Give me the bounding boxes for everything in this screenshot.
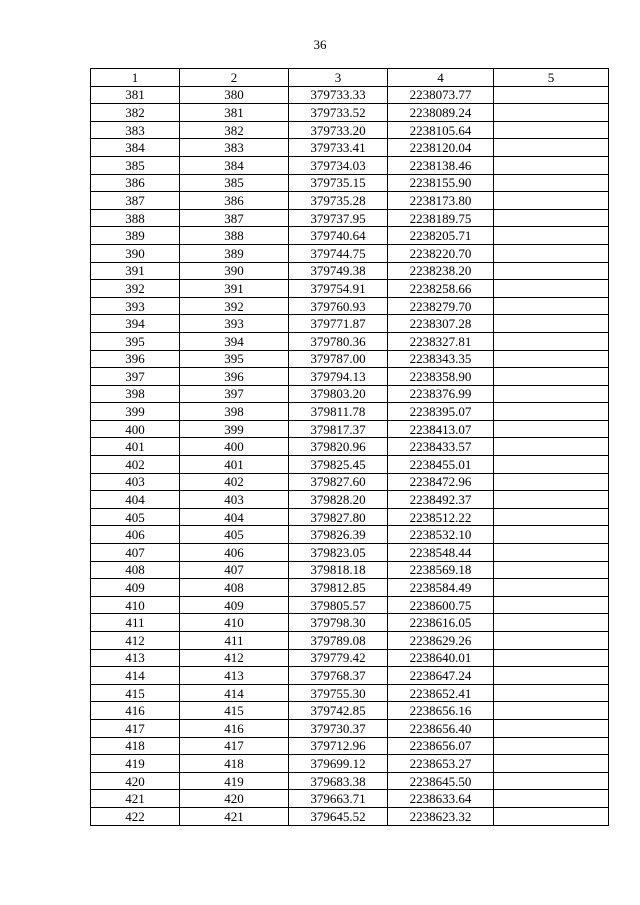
table-cell-col-2: 391 — [180, 280, 289, 298]
table-cell-col-1: 383 — [91, 121, 180, 139]
table-cell-col-3: 379789.08 — [289, 632, 388, 650]
table-row — [91, 280, 609, 298]
table-cell-col-5 — [494, 315, 609, 333]
table-cell-col-2: 388 — [180, 227, 289, 245]
table-cell-col-1: 394 — [91, 315, 180, 333]
table-cell-col-4: 2238343.35 — [388, 350, 494, 368]
table-cell-col-3: 379730.37 — [289, 719, 388, 737]
table-cell-col-3: 379754.91 — [289, 280, 388, 298]
table-cell-col-2: 394 — [180, 332, 289, 350]
table-cell-col-1: 398 — [91, 385, 180, 403]
table-cell-col-4: 2238327.81 — [388, 332, 494, 350]
table-cell-col-3: 379823.05 — [289, 544, 388, 562]
table-cell-col-4: 2238633.64 — [388, 790, 494, 808]
table-cell-col-5 — [494, 737, 609, 755]
table-cell-col-3: 379768.37 — [289, 667, 388, 685]
table-cell-col-3: 379787.00 — [289, 350, 388, 368]
table-cell-col-3: 379760.93 — [289, 297, 388, 315]
table-cell-col-3: 379817.37 — [289, 420, 388, 438]
table-cell-col-5 — [494, 227, 609, 245]
table-cell-col-4: 2238120.04 — [388, 139, 494, 157]
table-row — [91, 139, 609, 157]
table-cell-col-3: 379805.57 — [289, 596, 388, 614]
table-cell-col-1: 415 — [91, 684, 180, 702]
table-cell-col-5 — [494, 262, 609, 280]
table-cell-col-1: 406 — [91, 526, 180, 544]
table-cell-col-3: 379828.20 — [289, 491, 388, 509]
table-cell-col-3: 379825.45 — [289, 456, 388, 474]
header-cell-3: 3 — [289, 69, 388, 87]
table-cell-col-5 — [494, 526, 609, 544]
table-cell-col-5 — [494, 596, 609, 614]
table-cell-col-4: 2238258.66 — [388, 280, 494, 298]
table-cell-col-2: 417 — [180, 737, 289, 755]
table-cell-col-3: 379740.64 — [289, 227, 388, 245]
table-cell-col-4: 2238548.44 — [388, 544, 494, 562]
header-cell-4: 4 — [388, 69, 494, 87]
table-cell-col-5 — [494, 649, 609, 667]
table-cell-col-3: 379663.71 — [289, 790, 388, 808]
table-cell-col-4: 2238279.70 — [388, 297, 494, 315]
table-row — [91, 104, 609, 122]
table-cell-col-5 — [494, 403, 609, 421]
table-cell-col-2: 392 — [180, 297, 289, 315]
table-row — [91, 632, 609, 650]
table-cell-col-5 — [494, 614, 609, 632]
table-cell-col-4: 2238238.20 — [388, 262, 494, 280]
table-row — [91, 579, 609, 597]
table-cell-col-1: 388 — [91, 209, 180, 227]
table-cell-col-3: 379733.52 — [289, 104, 388, 122]
table-cell-col-5 — [494, 86, 609, 104]
table-cell-col-4: 2238645.50 — [388, 772, 494, 790]
table-cell-col-1: 413 — [91, 649, 180, 667]
table-cell-col-4: 2238376.99 — [388, 385, 494, 403]
table-cell-col-2: 408 — [180, 579, 289, 597]
table-cell-col-5 — [494, 456, 609, 474]
table-cell-col-2: 405 — [180, 526, 289, 544]
table-cell-col-1: 399 — [91, 403, 180, 421]
table-cell-col-3: 379645.52 — [289, 807, 388, 825]
table-cell-col-5 — [494, 772, 609, 790]
table-cell-col-5 — [494, 807, 609, 825]
table-cell-col-5 — [494, 174, 609, 192]
table-cell-col-1: 391 — [91, 262, 180, 280]
table-header — [91, 69, 609, 87]
table-cell-col-4: 2238600.75 — [388, 596, 494, 614]
table-cell-col-4: 2238656.07 — [388, 737, 494, 755]
table-cell-col-5 — [494, 244, 609, 262]
table-cell-col-5 — [494, 719, 609, 737]
table-cell-col-1: 390 — [91, 244, 180, 262]
table-cell-col-3: 379826.39 — [289, 526, 388, 544]
table-cell-col-1: 403 — [91, 473, 180, 491]
table-cell-col-2: 412 — [180, 649, 289, 667]
table-cell-col-3: 379742.85 — [289, 702, 388, 720]
table-cell-col-4: 2238532.10 — [388, 526, 494, 544]
table-cell-col-2: 382 — [180, 121, 289, 139]
table-cell-col-4: 2238089.24 — [388, 104, 494, 122]
table-cell-col-5 — [494, 385, 609, 403]
table-cell-col-2: 407 — [180, 561, 289, 579]
table-cell-col-1: 417 — [91, 719, 180, 737]
table-cell-col-2: 384 — [180, 156, 289, 174]
table-cell-col-1: 396 — [91, 350, 180, 368]
table-cell-col-4: 2238307.28 — [388, 315, 494, 333]
table-cell-col-5 — [494, 350, 609, 368]
table-cell-col-2: 406 — [180, 544, 289, 562]
table-cell-col-5 — [494, 156, 609, 174]
table-cell-col-4: 2238647.24 — [388, 667, 494, 685]
table-row — [91, 508, 609, 526]
table-row — [91, 244, 609, 262]
table-cell-col-5 — [494, 790, 609, 808]
table-cell-col-4: 2238205.71 — [388, 227, 494, 245]
table-cell-col-2: 389 — [180, 244, 289, 262]
table-cell-col-1: 411 — [91, 614, 180, 632]
table-row — [91, 156, 609, 174]
table-cell-col-3: 379818.18 — [289, 561, 388, 579]
table-cell-col-5 — [494, 473, 609, 491]
table-cell-col-2: 386 — [180, 192, 289, 210]
table-cell-col-4: 2238155.90 — [388, 174, 494, 192]
table-cell-col-3: 379712.96 — [289, 737, 388, 755]
table-cell-col-5 — [494, 667, 609, 685]
table-cell-col-2: 396 — [180, 368, 289, 386]
table-cell-col-1: 385 — [91, 156, 180, 174]
table-row — [91, 332, 609, 350]
table-row — [91, 473, 609, 491]
table-cell-col-3: 379798.30 — [289, 614, 388, 632]
table-cell-col-5 — [494, 508, 609, 526]
table-cell-col-5 — [494, 297, 609, 315]
table-cell-col-4: 2238220.70 — [388, 244, 494, 262]
table-cell-col-3: 379744.75 — [289, 244, 388, 262]
table-cell-col-3: 379735.15 — [289, 174, 388, 192]
table-cell-col-1: 414 — [91, 667, 180, 685]
table-cell-col-1: 412 — [91, 632, 180, 650]
table-row — [91, 526, 609, 544]
table-row — [91, 719, 609, 737]
table-body — [91, 86, 609, 825]
table-cell-col-1: 422 — [91, 807, 180, 825]
table-row — [91, 420, 609, 438]
table-cell-col-2: 413 — [180, 667, 289, 685]
table-row — [91, 790, 609, 808]
table-cell-col-1: 397 — [91, 368, 180, 386]
table-row — [91, 755, 609, 773]
table-cell-col-1: 389 — [91, 227, 180, 245]
table-cell-col-4: 2238105.64 — [388, 121, 494, 139]
table-cell-col-3: 379735.28 — [289, 192, 388, 210]
table-cell-col-3: 379737.95 — [289, 209, 388, 227]
table-cell-col-1: 402 — [91, 456, 180, 474]
table-row — [91, 614, 609, 632]
table-row — [91, 684, 609, 702]
table-row — [91, 438, 609, 456]
table-cell-col-5 — [494, 561, 609, 579]
table-cell-col-4: 2238173.80 — [388, 192, 494, 210]
table-cell-col-2: 404 — [180, 508, 289, 526]
table-cell-col-2: 414 — [180, 684, 289, 702]
table-cell-col-4: 2238512.22 — [388, 508, 494, 526]
table-cell-col-5 — [494, 684, 609, 702]
table-cell-col-1: 416 — [91, 702, 180, 720]
table-cell-col-4: 2238455.01 — [388, 456, 494, 474]
table-cell-col-2: 395 — [180, 350, 289, 368]
table-cell-col-5 — [494, 209, 609, 227]
table-cell-col-1: 392 — [91, 280, 180, 298]
table-row — [91, 649, 609, 667]
table-cell-col-5 — [494, 420, 609, 438]
table-cell-col-3: 379733.20 — [289, 121, 388, 139]
table-row — [91, 456, 609, 474]
table-row — [91, 807, 609, 825]
table-cell-col-2: 401 — [180, 456, 289, 474]
table-cell-col-2: 418 — [180, 755, 289, 773]
table-cell-col-4: 2238653.27 — [388, 755, 494, 773]
table-cell-col-1: 407 — [91, 544, 180, 562]
table-cell-col-2: 416 — [180, 719, 289, 737]
table-cell-col-1: 384 — [91, 139, 180, 157]
table-cell-col-3: 379771.87 — [289, 315, 388, 333]
table-row — [91, 262, 609, 280]
header-row — [91, 69, 609, 87]
header-cell-1: 1 — [91, 69, 180, 87]
table-cell-col-3: 379827.80 — [289, 508, 388, 526]
table-row — [91, 350, 609, 368]
table-cell-col-4: 2238073.77 — [388, 86, 494, 104]
table-cell-col-2: 411 — [180, 632, 289, 650]
table-cell-col-1: 418 — [91, 737, 180, 755]
table-cell-col-5 — [494, 491, 609, 509]
table-row — [91, 192, 609, 210]
table-cell-col-5 — [494, 632, 609, 650]
table-row — [91, 86, 609, 104]
table-cell-col-1: 405 — [91, 508, 180, 526]
table-cell-col-4: 2238189.75 — [388, 209, 494, 227]
table-row — [91, 667, 609, 685]
table-cell-col-2: 420 — [180, 790, 289, 808]
table-cell-col-4: 2238584.49 — [388, 579, 494, 597]
table-cell-col-2: 400 — [180, 438, 289, 456]
table-cell-col-3: 379811.78 — [289, 403, 388, 421]
table-cell-col-2: 397 — [180, 385, 289, 403]
table-cell-col-3: 379803.20 — [289, 385, 388, 403]
table-cell-col-5 — [494, 192, 609, 210]
table-cell-col-5 — [494, 104, 609, 122]
header-cell-2: 2 — [180, 69, 289, 87]
table-row — [91, 403, 609, 421]
table-cell-col-3: 379780.36 — [289, 332, 388, 350]
table-cell-col-4: 2238395.07 — [388, 403, 494, 421]
table-cell-col-2: 390 — [180, 262, 289, 280]
table-cell-col-4: 2238623.32 — [388, 807, 494, 825]
table-cell-col-5 — [494, 280, 609, 298]
table-cell-col-1: 381 — [91, 86, 180, 104]
table-cell-col-2: 387 — [180, 209, 289, 227]
table-cell-col-3: 379683.38 — [289, 772, 388, 790]
table-cell-col-1: 419 — [91, 755, 180, 773]
table-row — [91, 368, 609, 386]
table-row — [91, 174, 609, 192]
table-cell-col-2: 385 — [180, 174, 289, 192]
table-row — [91, 315, 609, 333]
table-cell-col-1: 401 — [91, 438, 180, 456]
table-cell-col-5 — [494, 755, 609, 773]
table-cell-col-3: 379733.41 — [289, 139, 388, 157]
table-cell-col-4: 2238640.01 — [388, 649, 494, 667]
table-cell-col-4: 2238433.57 — [388, 438, 494, 456]
table-row — [91, 385, 609, 403]
page-number: 36 — [313, 37, 327, 52]
table-cell-col-2: 410 — [180, 614, 289, 632]
table-cell-col-4: 2238652.41 — [388, 684, 494, 702]
table-cell-col-2: 403 — [180, 491, 289, 509]
table-cell-col-1: 420 — [91, 772, 180, 790]
table-cell-col-5 — [494, 139, 609, 157]
table-cell-col-5 — [494, 368, 609, 386]
table-cell-col-1: 410 — [91, 596, 180, 614]
table-cell-col-2: 421 — [180, 807, 289, 825]
table-cell-col-2: 398 — [180, 403, 289, 421]
table-cell-col-4: 2238413.07 — [388, 420, 494, 438]
table-cell-col-3: 379755.30 — [289, 684, 388, 702]
table-cell-col-3: 379779.42 — [289, 649, 388, 667]
coordinates-table — [90, 68, 609, 826]
table-cell-col-2: 419 — [180, 772, 289, 790]
table-row — [91, 121, 609, 139]
table-cell-col-2: 402 — [180, 473, 289, 491]
table-cell-col-1: 395 — [91, 332, 180, 350]
table-cell-col-5 — [494, 579, 609, 597]
table-row — [91, 544, 609, 562]
table-cell-col-3: 379812.85 — [289, 579, 388, 597]
table-cell-col-5 — [494, 332, 609, 350]
table-cell-col-1: 387 — [91, 192, 180, 210]
table-cell-col-2: 399 — [180, 420, 289, 438]
header-cell-5: 5 — [494, 69, 609, 87]
table-cell-col-2: 415 — [180, 702, 289, 720]
table-row — [91, 702, 609, 720]
table-cell-col-5 — [494, 121, 609, 139]
table-cell-col-5 — [494, 544, 609, 562]
table-cell-col-2: 381 — [180, 104, 289, 122]
table-cell-col-4: 2238656.16 — [388, 702, 494, 720]
table-cell-col-1: 400 — [91, 420, 180, 438]
table-cell-col-2: 383 — [180, 139, 289, 157]
table-cell-col-5 — [494, 702, 609, 720]
table-cell-col-5 — [494, 438, 609, 456]
table-row — [91, 227, 609, 245]
table-cell-col-2: 380 — [180, 86, 289, 104]
table-cell-col-4: 2238569.18 — [388, 561, 494, 579]
table-cell-col-3: 379820.96 — [289, 438, 388, 456]
table-row — [91, 772, 609, 790]
table-cell-col-2: 393 — [180, 315, 289, 333]
table-cell-col-1: 408 — [91, 561, 180, 579]
table-cell-col-4: 2238358.90 — [388, 368, 494, 386]
table-cell-col-3: 379734.03 — [289, 156, 388, 174]
table-cell-col-1: 382 — [91, 104, 180, 122]
table-row — [91, 596, 609, 614]
table-cell-col-3: 379827.60 — [289, 473, 388, 491]
table-cell-col-3: 379749.38 — [289, 262, 388, 280]
table-row — [91, 297, 609, 315]
table-cell-col-1: 421 — [91, 790, 180, 808]
table-cell-col-1: 386 — [91, 174, 180, 192]
table-cell-col-4: 2238472.96 — [388, 473, 494, 491]
table-cell-col-3: 379699.12 — [289, 755, 388, 773]
table-cell-col-4: 2238656.40 — [388, 719, 494, 737]
table-cell-col-4: 2238492.37 — [388, 491, 494, 509]
table-cell-col-4: 2238138.46 — [388, 156, 494, 174]
table-cell-col-2: 409 — [180, 596, 289, 614]
table-row — [91, 491, 609, 509]
table-cell-col-1: 409 — [91, 579, 180, 597]
table-cell-col-1: 404 — [91, 491, 180, 509]
table-row — [91, 561, 609, 579]
table-cell-col-4: 2238629.26 — [388, 632, 494, 650]
table-cell-col-3: 379794.13 — [289, 368, 388, 386]
table-cell-col-3: 379733.33 — [289, 86, 388, 104]
table-cell-col-1: 393 — [91, 297, 180, 315]
table-row — [91, 737, 609, 755]
table-row — [91, 209, 609, 227]
table-cell-col-4: 2238616.05 — [388, 614, 494, 632]
